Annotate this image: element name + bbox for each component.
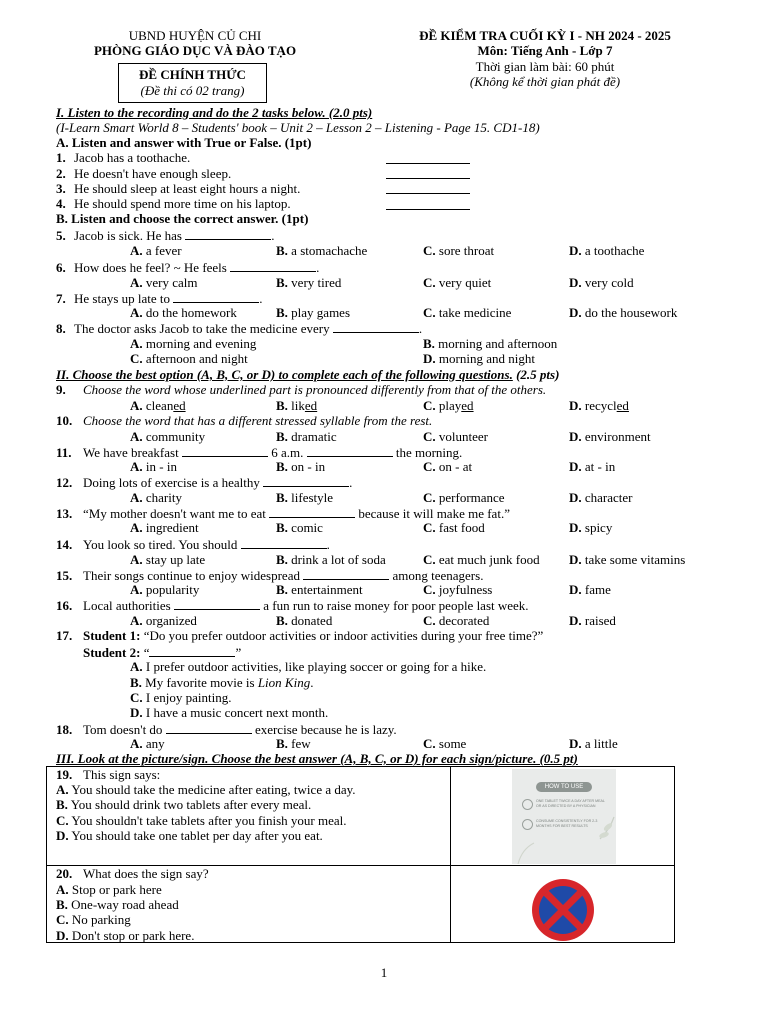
option-a[interactable]: A. stay up late (130, 552, 206, 567)
tf-item-3: 3. He should sleep at least eight hours a night. (56, 181, 301, 196)
tf-answer-blank[interactable] (386, 193, 470, 194)
exam-title: ĐỀ KIỂM TRA CUỐI KỲ I - NH 2024 - 2025 (419, 28, 671, 43)
option-d[interactable]: D. very cold (569, 275, 634, 290)
option-c[interactable]: C. I enjoy painting. (130, 690, 232, 705)
option-d[interactable]: D. recycled (569, 398, 629, 413)
option-a[interactable]: A. I prefer outdoor activities, like playing soccer or going for a hike. (130, 659, 487, 674)
option-a[interactable]: A. morning and evening (130, 336, 257, 351)
tf-item-1: 1. Jacob has a toothache. (56, 150, 191, 165)
option-d[interactable]: D. I have a music concert next month. (130, 705, 329, 720)
option-d[interactable]: D. do the housework (569, 305, 678, 320)
answer-blank[interactable] (230, 260, 316, 272)
option-a[interactable]: A. popularity (130, 582, 200, 597)
option-a[interactable]: A. a fever (130, 243, 182, 258)
option-a[interactable]: A. in - in (130, 459, 177, 474)
option-c[interactable]: C. take medicine (423, 305, 512, 320)
answer-blank[interactable] (263, 475, 349, 487)
option-b[interactable]: B. comic (276, 520, 323, 535)
task-b-title: B. Listen and choose the correct answer. (1pt) (56, 211, 309, 226)
option-b[interactable]: B. You should drink two tablets after every meal. (56, 797, 312, 812)
option-b[interactable]: B. very tired (276, 275, 342, 290)
option-b[interactable]: B. morning and afternoon (423, 336, 558, 351)
answer-blank[interactable] (149, 645, 235, 657)
answer-blank[interactable] (269, 506, 355, 518)
calendar-icon (522, 819, 533, 830)
tf-answer-blank[interactable] (386, 163, 470, 164)
question-17: 17. Student 1: “Do you prefer outdoor activities or indoor activities during your free time?” (56, 628, 544, 643)
option-c[interactable]: C. You shouldn't take tablets after you finish your meal. (56, 813, 347, 828)
option-c[interactable]: C. decorated (423, 613, 490, 628)
option-c[interactable]: C. performance (423, 490, 505, 505)
pill-icon (522, 799, 533, 810)
question-6: 6. How does he feel? ~ He feels . (56, 260, 320, 275)
option-a[interactable]: A. cleaned (130, 398, 186, 413)
question-16: 16. Local authorities a fun run to raise money for poor people last week. (56, 598, 529, 613)
sign-title-pill: HOW TO USE (536, 782, 592, 792)
answer-blank[interactable] (333, 321, 419, 333)
question-19: 19. This sign says: (56, 767, 161, 782)
tf-item-4: 4. He should spend more time on his laptop. (56, 196, 291, 211)
option-b[interactable]: B. liked (276, 398, 318, 413)
option-a[interactable]: A. any (130, 736, 165, 751)
option-a[interactable]: A. ingredient (130, 520, 199, 535)
option-d[interactable]: D. fame (569, 582, 611, 597)
option-c[interactable]: C. volunteer (423, 429, 488, 444)
option-d[interactable]: D. a little (569, 736, 618, 751)
official-sub: (Đề thi có 02 trang) (140, 83, 245, 98)
question-10: 10. Choose the word that has a different stressed syllable from the rest. (56, 413, 433, 428)
option-a[interactable]: A. charity (130, 490, 182, 505)
option-d[interactable]: D. raised (569, 613, 616, 628)
part1-source: (I-Learn Smart World 8 – Students' book – Unit 2 – Lesson 2 – Listening - Page 15. CD1-18) (56, 120, 540, 135)
question-11: 11. We have breakfast 6 a.m. the morning. (56, 445, 463, 460)
option-b[interactable]: B. One-way road ahead (56, 897, 179, 912)
option-c[interactable]: C. fast food (423, 520, 485, 535)
sign-instruction-2: CONSUME CONSISTENTLY FOR 2-3 MONTHS FOR BEST RESULTS (536, 819, 598, 828)
question-13: 13. “My mother doesn't want me to eat because it will make me fat.” (56, 506, 510, 521)
answer-blank[interactable] (185, 228, 271, 240)
sign-instruction-1: ONE TABLET TWICE A DAY AFTER MEAL OR AS DIRECTED BY A PHYSICIAN (536, 799, 605, 808)
tf-item-2: 2. He doesn't have enough sleep. (56, 166, 232, 181)
part1-title: I. Listen to the recording and do the 2 tasks below. (2.0 pts) (56, 105, 373, 120)
option-b[interactable]: B. a stomachache (276, 243, 368, 258)
option-a[interactable]: A. community (130, 429, 206, 444)
option-c[interactable]: C. eat much junk food (423, 552, 540, 567)
question-18: 18. Tom doesn't do exercise because he is lazy. (56, 722, 397, 737)
office-name: PHÒNG GIÁO DỤC VÀ ĐÀO TẠO (93, 43, 297, 58)
question-5: 5. Jacob is sick. He has . (56, 228, 275, 243)
option-a[interactable]: A. very calm (130, 275, 198, 290)
medicine-sign-image (512, 769, 616, 864)
option-d[interactable]: D. a toothache (569, 243, 645, 258)
answer-blank[interactable] (303, 568, 389, 580)
page-number: 1 (380, 965, 388, 980)
official-title: ĐỀ CHÍNH THỨC (139, 67, 246, 82)
option-c[interactable]: C. afternoon and night (130, 351, 248, 366)
tf-answer-blank[interactable] (386, 209, 470, 210)
option-b[interactable]: B. few (276, 736, 311, 751)
duration: Thời gian làm bài: 60 phút (475, 59, 615, 74)
answer-blank[interactable] (182, 445, 268, 457)
option-d[interactable]: D. environment (569, 429, 651, 444)
option-b[interactable]: B. entertainment (276, 582, 363, 597)
option-d[interactable]: D. character (569, 490, 633, 505)
table-divider (450, 766, 451, 943)
answer-blank[interactable] (173, 291, 259, 303)
student-2-line: Student 2: “ ” (83, 645, 242, 660)
answer-blank[interactable] (174, 598, 260, 610)
option-c[interactable]: C. No parking (56, 912, 131, 927)
option-b[interactable]: B. My favorite movie is Lion King. (130, 675, 314, 690)
option-c[interactable]: C. played (423, 398, 474, 413)
option-b[interactable]: B. donated (276, 613, 333, 628)
answer-blank[interactable] (166, 722, 252, 734)
question-14: 14. You look so tired. You should . (56, 537, 330, 552)
question-15: 15. Their songs continue to enjoy widespread among teenagers. (56, 568, 484, 583)
option-a[interactable]: A. do the homework (130, 305, 237, 320)
option-c[interactable]: C. some (423, 736, 467, 751)
option-b[interactable]: B. play games (276, 305, 351, 320)
option-a[interactable]: A. organized (130, 613, 197, 628)
tf-answer-blank[interactable] (386, 178, 470, 179)
option-b[interactable]: B. dramatic (276, 429, 337, 444)
option-d[interactable]: D. Don't stop or park here. (56, 928, 195, 943)
option-d[interactable]: D. morning and night (423, 351, 535, 366)
part2-title: II. Choose the best option (A, B, C, or D) to complete each of the following questions. (2.5 pts) (56, 367, 560, 382)
option-c[interactable]: C. on - at (423, 459, 473, 474)
question-7: 7. He stays up late to . (56, 291, 263, 306)
answer-blank[interactable] (241, 537, 327, 549)
option-a[interactable]: A. Stop or park here (56, 882, 162, 897)
subject: Môn: Tiếng Anh - Lớp 7 (477, 43, 613, 58)
option-d[interactable]: D. You should take one tablet per day after you eat. (56, 828, 323, 843)
question-12: 12. Doing lots of exercise is a healthy . (56, 475, 353, 490)
option-b[interactable]: B. drink a lot of soda (276, 552, 386, 567)
option-c[interactable]: C. very quiet (423, 275, 492, 290)
question-20: 20. What does the sign say? (56, 866, 209, 881)
task-a-title: A. Listen and answer with True or False. (1pt) (56, 135, 312, 150)
no-stopping-sign-icon (530, 877, 596, 943)
official-box (118, 63, 267, 103)
option-d[interactable]: D. take some vitamins (569, 552, 686, 567)
part3-title: III. Look at the picture/sign. Choose the best answer (A, B, C, or D) for each sign/picture. (0.5 pt) (56, 751, 578, 766)
option-d[interactable]: D. spicy (569, 520, 613, 535)
option-a[interactable]: A. You should take the medicine after eating, twice a day. (56, 782, 356, 797)
option-b[interactable]: B. on - in (276, 459, 326, 474)
question-9: 9. Choose the word whose underlined part is pronounced differently from that of the others. (56, 382, 547, 397)
dept-name: UBND HUYỆN CỦ CHI (128, 28, 262, 43)
question-8: 8. The doctor asks Jacob to take the medicine every . (56, 321, 423, 336)
option-c[interactable]: C. sore throat (423, 243, 495, 258)
option-d[interactable]: D. at - in (569, 459, 616, 474)
duration-note: (Không kể thời gian phát đề) (469, 74, 621, 89)
answer-blank[interactable] (307, 445, 393, 457)
option-c[interactable]: C. joyfulness (423, 582, 493, 597)
option-b[interactable]: B. lifestyle (276, 490, 334, 505)
